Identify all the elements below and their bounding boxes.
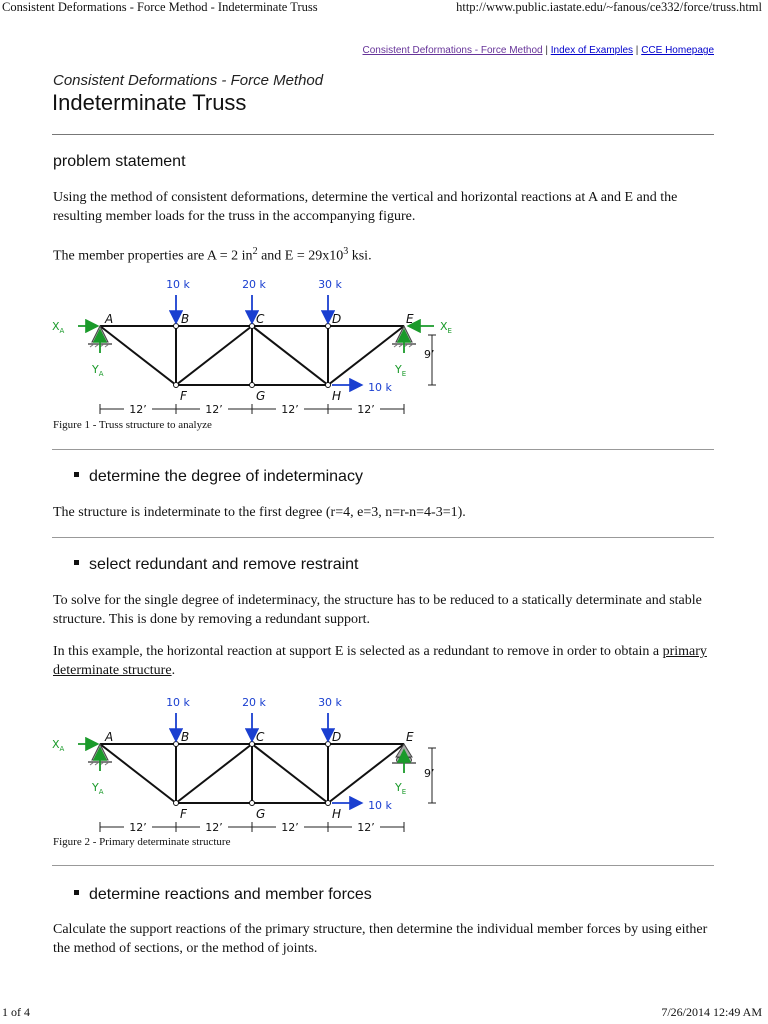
section-divider [52,865,714,866]
member-eh [328,326,407,385]
indeterminacy-heading: determine the degree of indeterminacy [74,468,363,486]
figure-2-caption: Figure 2 - Primary determinate structure [53,836,231,848]
bullet [74,890,79,895]
load-label-d: 30 k [318,696,342,709]
figure-1-truss [52,275,472,425]
top-navigation [363,45,715,56]
node-label-g: G [256,807,266,821]
load-arrows [176,713,360,803]
title-divider [52,134,714,135]
node-label-f: F [180,807,187,821]
truss-diagram [52,693,472,838]
truss-diagram [52,275,472,420]
nav-link-force-method[interactable]: Consistent Deformations - Force Method [362,45,543,56]
load-label-h: 10 k [368,381,392,394]
redundant-heading: select redundant and remove restraint [74,556,358,574]
print-timestamp: 7/26/2014 12:49 AM [661,1005,762,1019]
node-label-b: B [181,312,190,326]
span-label: 12’ [129,821,147,834]
problem-statement-text: Using the method of consistent deformations, determine the vertical and horizontal reactions at A and E and the resulting member loads for the truss in the accompanying figure. [53,190,678,224]
load-label-h: 10 k [368,799,392,812]
reaction-label-ye: $Y_E$ [395,781,407,796]
load-label-c: 20 k [242,696,266,709]
nav-link-cce-homepage[interactable]: CCE Homepage [641,45,714,56]
span-label: 12’ [129,403,147,416]
load-label-b: 10 k [166,278,190,291]
print-header-url: http://www.public.iastate.edu/~fanous/ce332/force/truss.html [456,0,762,14]
span-label: 12’ [205,821,223,834]
bullet [74,560,79,565]
print-header-title: Consistent Deformations - Force Method - Indeterminate Truss [2,0,318,14]
member-ch [252,326,328,385]
reaction-arrows [78,744,404,773]
node-label-e: E [406,730,414,744]
member-ch [252,744,328,803]
node-label-d: D [332,312,342,326]
load-label-d: 30 k [318,278,342,291]
figure-2-truss [52,693,472,843]
page-number: 1 of 4 [2,1005,30,1019]
span-label: 12’ [281,403,299,416]
redundant-text-2: In this example, the horizontal reaction at support E is selected as a redundant to remove in order to obtain a primary determinate structure. [53,644,707,678]
member-fc [176,326,252,385]
nav-link-index-of-examples[interactable]: Index of Examples [550,45,634,56]
span-label: 12’ [281,821,299,834]
span-label: 12’ [205,403,223,416]
reaction-label-ye: $Y_E$ [395,363,407,378]
load-arrows [176,295,360,385]
member-af [100,744,176,803]
node-label-d: D [332,730,342,744]
member-properties-text: The member properties are A = 2 $in^2$ and $E = 29x10^3$ ksi. [53,246,372,264]
reaction-label-xa: $X_A$ [52,738,65,753]
page-subtitle: Consistent Deformations - Force Method [53,72,324,89]
reactions-heading: determine reactions and member forces [74,886,372,904]
reaction-label-xa: $X_A$ [52,320,65,335]
redundant-text-1: To solve for the single degree of indeterminacy, the structure has to be reduced to a statically determinate and stable structure. This is done by removing a redundant support. [53,593,702,627]
load-label-b: 10 k [166,696,190,709]
node-label-a: A [105,312,114,326]
bullet [74,472,79,477]
node-label-c: C [256,312,265,326]
section-divider [52,537,714,538]
reactions-text: Calculate the support reactions of the primary structure, then determine the individual member forces by using either the method of sections, or the method of joints. [53,922,708,956]
node-label-h: H [332,807,342,821]
node-label-h: H [332,389,342,403]
indeterminacy-text: The structure is indeterminate to the first degree (r=4, e=3, n=r-n=4-3=1). [53,505,466,520]
node-label-f: F [180,389,187,403]
problem-statement-heading: problem statement [53,153,186,170]
node-label-e: E [406,312,414,326]
figure-1-caption: Figure 1 - Truss structure to analyze [53,419,212,431]
primary-structure-link[interactable]: primary determinate structure [53,644,707,678]
span-label: 12’ [357,403,375,416]
member-fc [176,744,252,803]
node-label-b: B [181,730,190,744]
page-title: Indeterminate Truss [52,90,247,115]
member-af [100,326,176,385]
member-eh [328,744,407,803]
reaction-label-ya: $Y_A$ [92,781,104,796]
nav-separator: | [545,45,548,56]
truss-members [100,744,407,803]
truss-members [100,326,407,385]
load-label-c: 20 k [242,278,266,291]
section-divider [52,449,714,450]
nav-separator: | [635,45,639,56]
node-label-c: C [256,730,265,744]
height-label: 9’ [424,767,435,780]
span-label: 12’ [357,821,375,834]
height-label: 9’ [424,348,435,361]
reaction-label-ya: $Y_A$ [92,363,104,378]
reaction-label-xe: $X_E$ [440,320,452,335]
node-label-g: G [256,389,266,403]
node-label-a: A [105,730,114,744]
